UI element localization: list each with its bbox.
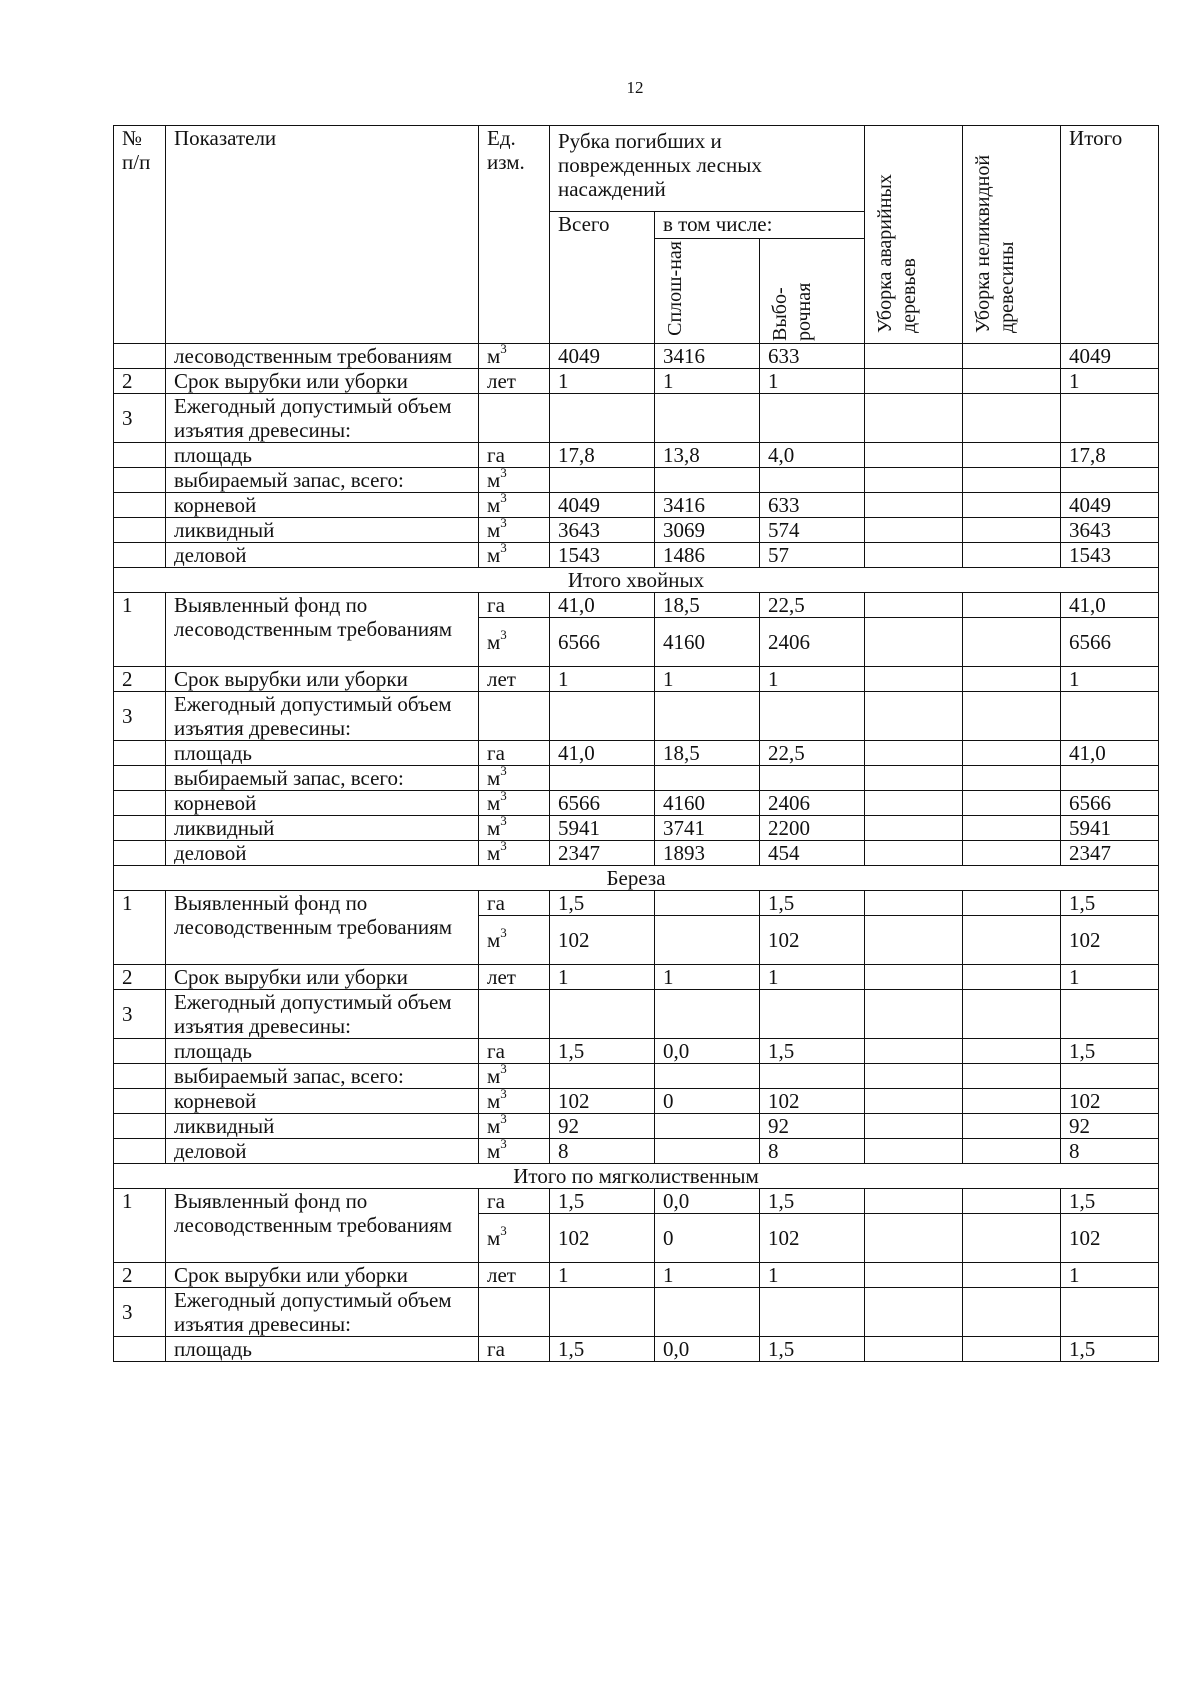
table-row: ликвидный $м^3$ 92 92 92 <box>114 1114 1159 1139</box>
table-row: корневой $м^3$ 6566 4160 2406 6566 <box>114 791 1159 816</box>
table-row: выбираемый запас, всего: $м^3$ <box>114 1064 1159 1089</box>
table-row: 1 Выявленный фонд по лесоводственным требованиям га 1,5 0,0 1,5 1,5 <box>114 1189 1159 1214</box>
table-row: 2 Срок вырубки или уборки лет 1 1 1 1 <box>114 369 1159 394</box>
table-row: выбираемый запас, всего: $м^3$ <box>114 766 1159 791</box>
table-row: деловой $м^3$ 1543 1486 57 1543 <box>114 543 1159 568</box>
page-number: 12 <box>626 78 644 97</box>
header-number: № п/п <box>114 126 166 344</box>
header-emergency: Уборка аварийных деревьев <box>865 126 963 344</box>
table-row: ликвидный $м^3$ 3643 3069 574 3643 <box>114 518 1159 543</box>
section-header: Береза <box>114 866 1159 891</box>
table-row: 1 Выявленный фонд по лесоводственным требованиям га 1,5 1,5 1,5 <box>114 891 1159 916</box>
table-row: $м^3$ 102 102 102 <box>114 916 1159 965</box>
table-row: площадь га 1,5 0,0 1,5 1,5 <box>114 1337 1159 1362</box>
table-row: деловой $м^3$ 2347 1893 454 2347 <box>114 841 1159 866</box>
table-row: лесоводственным требованиям $м^3$ 4049 3416 633 4049 <box>114 344 1159 369</box>
table-row: $м^3$ 6566 4160 2406 6566 <box>114 618 1159 667</box>
table-row: 1 Выявленный фонд по лесоводственным требованиям га 41,0 18,5 22,5 41,0 <box>114 593 1159 618</box>
header-incl: в том числе: <box>655 212 865 239</box>
header-clear-cut: Сплош-ная <box>655 239 760 344</box>
table-row: 2 Срок вырубки или уборки лет 1 1 1 1 <box>114 1263 1159 1288</box>
table-row: корневой $м^3$ 4049 3416 633 4049 <box>114 493 1159 518</box>
section-header: Итого по мягколиственным <box>114 1164 1159 1189</box>
table-row: деловой $м^3$ 8 8 8 <box>114 1139 1159 1164</box>
header-row <box>114 126 1159 212</box>
table-row: 2 Срок вырубки или уборки лет 1 1 1 1 <box>114 965 1159 990</box>
table-row: выбираемый запас, всего: $м^3$ <box>114 468 1159 493</box>
header-total: Итого <box>1061 126 1159 344</box>
section-header: Итого хвойных <box>114 568 1159 593</box>
header-indicators: Показатели <box>166 126 479 344</box>
table-row: 2 Срок вырубки или уборки лет 1 1 1 1 <box>114 667 1159 692</box>
table-row: 3 Ежегодный допустимый объем изъятия древесины: <box>114 990 1159 1039</box>
header-illiquid: Уборка неликвидной древесины <box>963 126 1061 344</box>
table-row: площадь га 1,5 0,0 1,5 1,5 <box>114 1039 1159 1064</box>
table-row: 3 Ежегодный допустимый объем изъятия древесины: <box>114 394 1159 443</box>
header-unit: Ед. изм. <box>479 126 550 344</box>
table-row: ликвидный $м^3$ 5941 3741 2200 5941 <box>114 816 1159 841</box>
header-total-all: Всего <box>550 212 655 344</box>
header-group: Рубка погибших и поврежденных лесных насаждений <box>550 126 865 212</box>
table-row: корневой $м^3$ 102 0 102 102 <box>114 1089 1159 1114</box>
table-row: 3 Ежегодный допустимый объем изъятия древесины: <box>114 692 1159 741</box>
table-row: 3 Ежегодный допустимый объем изъятия древесины: <box>114 1288 1159 1337</box>
table-row: $м^3$ 102 0 102 102 <box>114 1214 1159 1263</box>
table-row: площадь га 41,0 18,5 22,5 41,0 <box>114 741 1159 766</box>
header-selective-cut: Выбо-рочная <box>760 239 865 344</box>
forest-harvest-table <box>113 125 1159 1362</box>
table-row: площадь га 17,8 13,8 4,0 17,8 <box>114 443 1159 468</box>
